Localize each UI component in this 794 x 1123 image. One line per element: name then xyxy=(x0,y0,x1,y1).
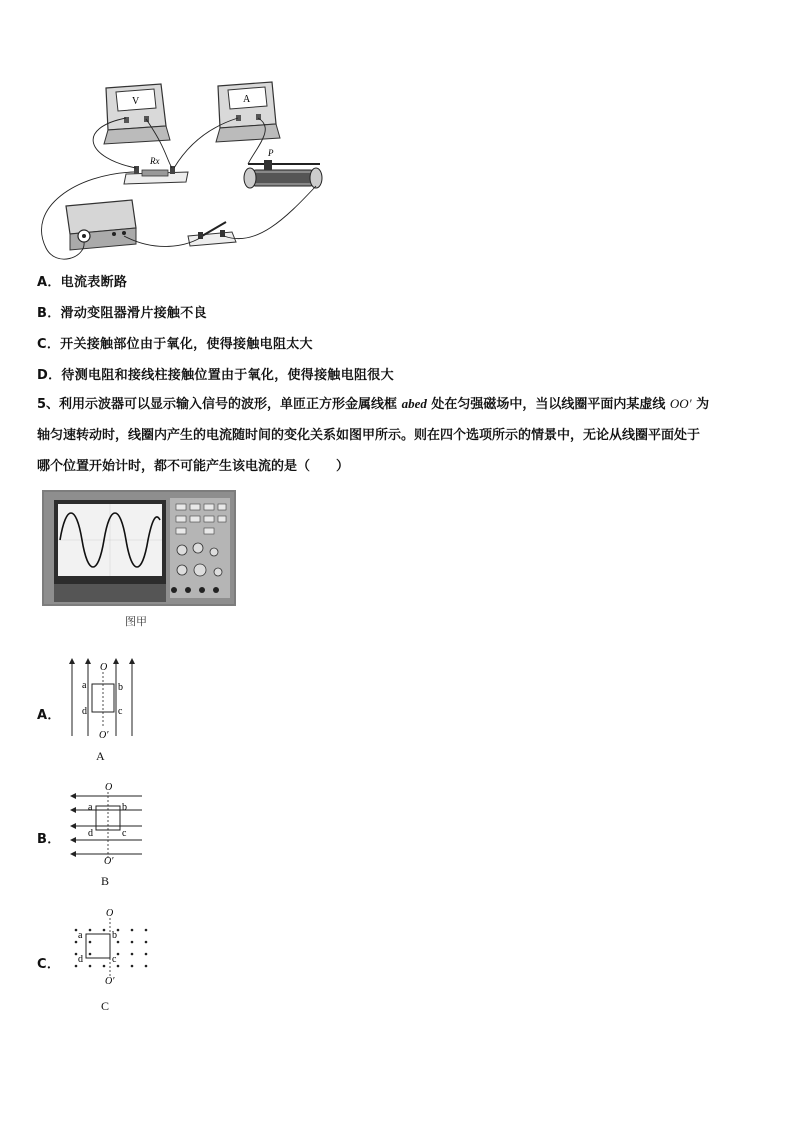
choice-a-letter: A． xyxy=(37,708,61,723)
option-text: 滑动变阻器滑片接触不良 xyxy=(60,306,207,321)
corner-b-label: b xyxy=(118,682,123,693)
axis-top-label: O xyxy=(106,908,114,919)
corner-d-label: d xyxy=(88,828,93,839)
question-text: 为 xyxy=(691,397,710,412)
option-text: 开关接触部位由于氧化，使得接触电阻太大 xyxy=(60,337,313,352)
question-number: 5 xyxy=(37,397,47,412)
switch xyxy=(188,222,236,246)
question-text: 处在匀强磁场中，当以线圈平面内某虚线 xyxy=(426,397,670,412)
corner-d-label: d xyxy=(82,706,87,717)
rx-label: Rx xyxy=(150,156,160,166)
choice-b-caption: B xyxy=(101,874,110,888)
frame-name: abed xyxy=(401,396,427,411)
voltmeter-illustration xyxy=(104,84,170,144)
option-prev-b xyxy=(37,302,207,321)
figure-jia-caption: 图甲 xyxy=(125,615,147,628)
corner-c-label: c xyxy=(122,828,127,839)
choice-b-diagram xyxy=(68,780,148,864)
rheostat-p-label: P xyxy=(268,148,274,158)
choice-c-caption: C xyxy=(101,999,110,1013)
corner-b-label: b xyxy=(122,802,127,813)
question-5-line1 xyxy=(37,394,767,415)
option-letter: D． xyxy=(37,368,62,383)
ammeter-symbol: A xyxy=(243,94,251,105)
axis-name: OO′ xyxy=(669,396,692,411)
voltmeter-symbol: V xyxy=(132,96,140,107)
axis-bottom-label: O′ xyxy=(104,856,114,864)
choice-a-diagram xyxy=(64,656,144,740)
oscilloscope-photo xyxy=(42,490,236,606)
power-supply xyxy=(66,200,136,250)
resistor-rx xyxy=(124,156,188,184)
corner-c-label: c xyxy=(118,706,123,717)
corner-c-label: c xyxy=(112,954,117,965)
choice-c-letter: C． xyxy=(37,957,61,972)
question-5-line2: 轴匀速转动时，线圈内产生的电流随时间的变化关系如图甲所示。则在四个选项所示的情景中，无论从线圈平面处于 xyxy=(37,428,701,443)
option-letter: C． xyxy=(37,337,61,352)
choice-a-caption: A xyxy=(96,749,105,763)
option-text: 待测电阻和接线柱接触位置由于氧化，使得接触电阻很大 xyxy=(61,368,394,383)
axis-top-label: O xyxy=(105,782,113,793)
corner-b-label: b xyxy=(112,930,117,941)
option-prev-d xyxy=(37,364,394,383)
option-text: 电流表断路 xyxy=(60,275,128,290)
corner-a-label: a xyxy=(78,930,83,941)
choice-c-diagram xyxy=(68,904,152,988)
option-prev-a xyxy=(37,271,127,290)
corner-a-label: a xyxy=(82,680,87,691)
option-prev-c xyxy=(37,333,313,352)
magnetic-field-lines-vertical xyxy=(72,662,132,736)
option-letter: B． xyxy=(37,306,61,321)
axis-bottom-label: O′ xyxy=(99,730,109,740)
corner-d-label: d xyxy=(78,954,83,965)
ammeter-illustration xyxy=(216,82,280,142)
corner-a-label: a xyxy=(88,802,93,813)
circuit-figure xyxy=(36,78,336,268)
choice-b-letter: B． xyxy=(37,832,61,847)
axis-top-label: O xyxy=(100,662,108,673)
rheostat xyxy=(244,148,322,188)
question-5-line3: 哪个位置开始计时，都不可能产生该电流的是（ ） xyxy=(37,459,350,474)
axis-bottom-label: O′ xyxy=(105,976,115,987)
question-text: 、利用示波器可以显示输入信号的波形，单匝正方形金属线框 xyxy=(46,397,402,412)
option-letter: A． xyxy=(37,275,61,290)
